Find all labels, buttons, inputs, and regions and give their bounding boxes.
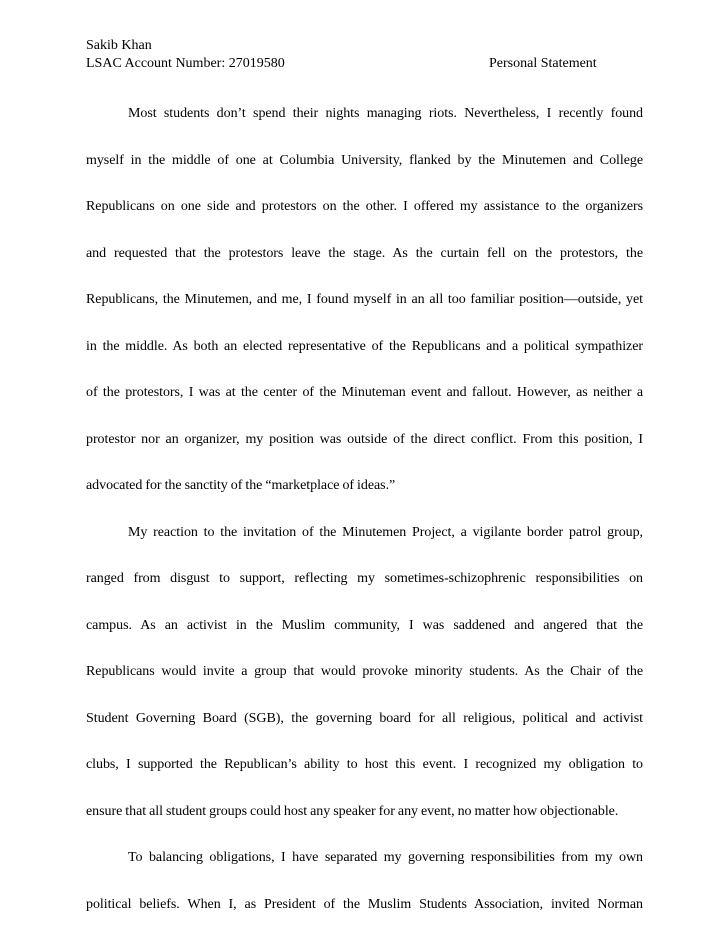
statement-body	[86, 91, 643, 928]
paragraph-2-line-1: My reaction to the invitation of the Minutemen Project, a vigilante border patrol group,	[128, 524, 643, 540]
paragraph-2-line-7: ensure that all student groups could host any speaker for any event, no matter how objectionable.	[86, 803, 619, 819]
paragraph-2-line-5: Student Governing Board (SGB), the governing board for all religious, political and activist	[86, 710, 643, 726]
paragraph-3-line-2: political beliefs. When I, as President of the Muslim Students Association, invited Norman	[86, 896, 643, 912]
paragraph-1-line-8: protestor nor an organizer, my position was outside of the direct conflict. From this position, I	[86, 431, 643, 447]
paragraph-1-line-7: of the protestors, I was at the center of the Minuteman event and fallout. However, as neither a	[86, 385, 643, 400]
paragraph-1-line-3: Republicans on one side and protestors on the other. I offered my assistance to the organizers	[86, 199, 643, 214]
paragraph-1-line-5: Republicans, the Minutemen, and me, I found myself in an all too familiar position—outside, yet	[86, 292, 643, 307]
paragraph-2-line-3: campus. As an activist in the Muslim community, I was saddened and angered that the	[86, 617, 643, 633]
paragraph-1-line-6: in the middle. As both an elected representative of the Republicans and a political sympathizer	[86, 338, 643, 354]
author-name: Sakib Khan	[86, 38, 152, 53]
document-title: Personal Statement	[489, 56, 597, 71]
paragraph-2-line-4: Republicans would invite a group that would provoke minority students. As the Chair of the	[86, 664, 643, 679]
lsac-account-number: LSAC Account Number: 27019580	[86, 56, 285, 71]
paragraph-1-line-4: and requested that the protestors leave the stage. As the curtain fell on the protestors, the	[86, 245, 643, 261]
paragraph-1-line-9: advocated for the sanctity of the “marketplace of ideas.”	[86, 478, 396, 493]
paragraph-1-line-1: Most students don’t spend their nights managing riots. Nevertheless, I recently found	[128, 106, 643, 121]
paragraph-2-line-2: ranged from disgust to support, reflecting my sometimes-schizophrenic responsibilities on	[86, 571, 643, 586]
document-page	[86, 37, 643, 912]
paragraph-1-line-2: myself in the middle of one at Columbia University, flanked by the Minutemen and College	[86, 152, 643, 168]
paragraph-2-line-6: clubs, I supported the Republican’s ability to host this event. I recognized my obligation to	[86, 757, 643, 772]
header-account-line	[86, 55, 643, 73]
paragraph-3-line-1: To balancing obligations, I have separated my governing responsibilities from my own	[128, 850, 643, 865]
header-name-line	[86, 37, 643, 55]
